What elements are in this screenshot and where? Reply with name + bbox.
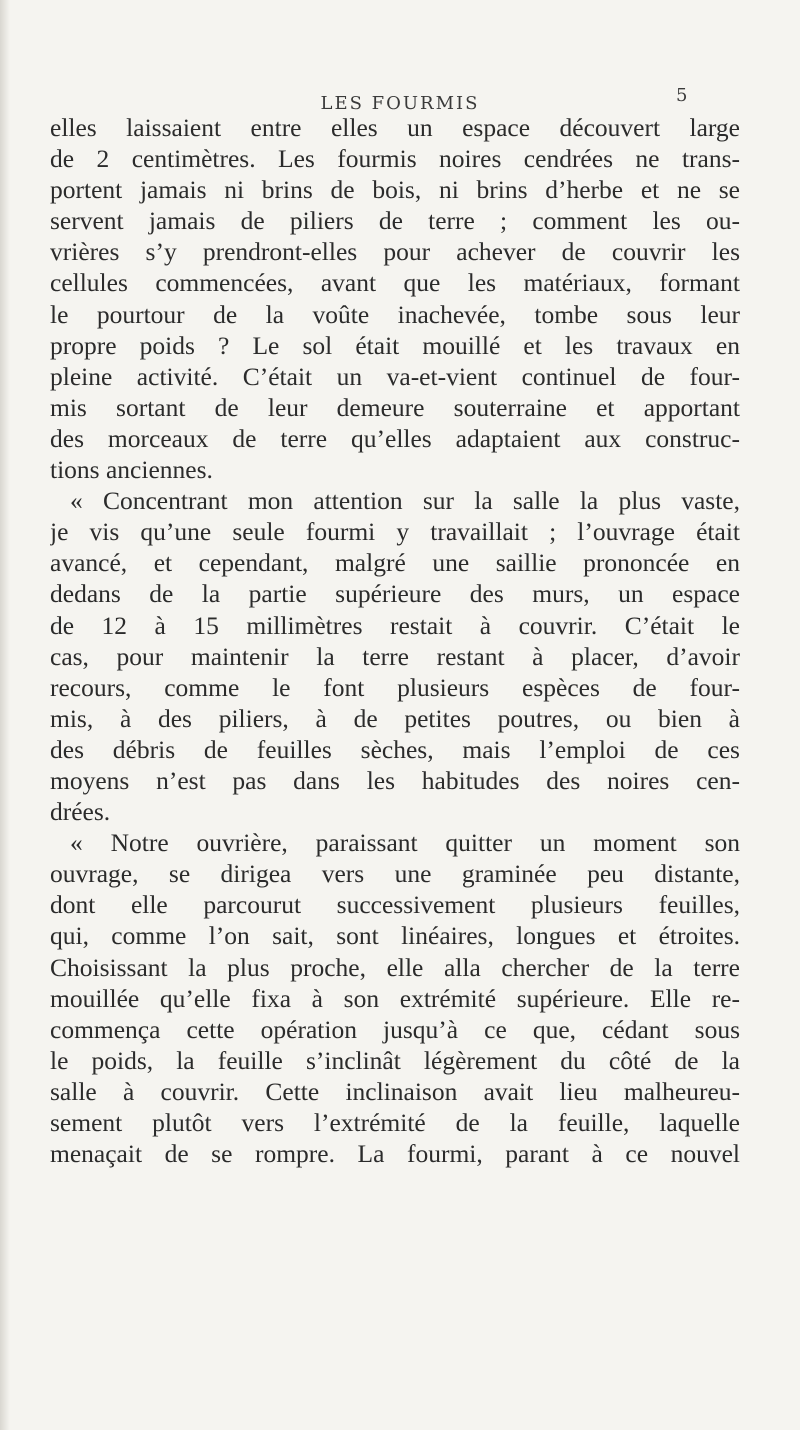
text-line: moyens n’est pas dans les habitudes des noires cen- — [50, 765, 740, 795]
text-line: recours, comme le font plusieurs espèces de four- — [50, 672, 740, 702]
text-line: mis sortant de leur demeure souterraine et apportant — [50, 392, 740, 422]
text-line: des morceaux de terre qu’elles adaptaient aux construc- — [50, 423, 740, 453]
text-line: de 2 centimètres. Les fourmis noires cendrées ne trans- — [50, 144, 740, 174]
text-line: le pourtour de la voûte inachevée, tombe sous leur — [50, 299, 740, 329]
running-title: LES FOURMIS — [320, 93, 480, 114]
text-line: ouvrage, se dirigea vers une graminée peu distante, — [50, 859, 740, 889]
text-line: pleine activité. C’était un va-et-vient continuel de four- — [50, 361, 740, 391]
text-line: mouillée qu’elle fixa à son extrémité supérieure. Elle re- — [50, 983, 740, 1013]
text-line: vrières s’y prendront-elles pour achever de couvrir les — [50, 237, 740, 267]
text-line: dont elle parcourut successivement plusieurs feuilles, — [50, 890, 740, 920]
page-number: 5 — [676, 85, 688, 106]
body-text — [50, 112, 740, 1169]
text-line: servent jamais de piliers de terre ; comment les ou- — [50, 206, 740, 236]
text-line: salle à couvrir. Cette inclinaison avait lieu malheureu- — [50, 1076, 740, 1106]
text-line: elles laissaient entre elles un espace découvert large — [50, 113, 740, 142]
text-line: tions anciennes. — [50, 455, 213, 485]
text-line: cas, pour maintenir la terre restant à placer, d’avoir — [50, 641, 740, 671]
text-line: des débris de feuilles sèches, mais l’emploi de ces — [50, 734, 740, 764]
text-line: portent jamais ni brins de bois, ni brins d’herbe et ne se — [50, 175, 740, 205]
text-line: je vis qu’une seule fourmi y travaillait ; l’ouvrage était — [50, 517, 740, 547]
text-line: propre poids ? Le sol était mouillé et les travaux en — [50, 330, 740, 360]
text-line: « Concentrant mon attention sur la salle la plus vaste, — [70, 486, 740, 516]
text-line: avancé, et cependant, malgré une saillie prononcée en — [50, 548, 740, 578]
text-line: commença cette opération jusqu’à ce que, cédant sous — [50, 1014, 740, 1044]
text-line: qui, comme l’on sait, sont linéaires, longues et étroites. — [50, 921, 740, 951]
text-line: le poids, la feuille s’inclinât légèrement du côté de la — [50, 1045, 740, 1075]
page-gutter — [0, 0, 10, 1430]
text-line: Choisissant la plus proche, elle alla chercher de la terre — [50, 952, 740, 982]
text-line: « Notre ouvrière, paraissant quitter un moment son — [70, 828, 740, 858]
text-line: sement plutôt vers l’extrémité de la feuille, laquelle — [50, 1108, 740, 1137]
text-line: dedans de la partie supérieure des murs, un espace — [50, 579, 740, 609]
text-line: mis, à des piliers, à de petites poutres, ou bien à — [50, 703, 740, 733]
text-line: menaçait de se rompre. La fourmi, parant à ce nouvel — [50, 1139, 740, 1169]
text-line: de 12 à 15 millimètres restait à couvrir. C’était le — [50, 610, 740, 640]
text-line: drées. — [50, 797, 111, 827]
text-line: cellules commencées, avant que les matériaux, formant — [50, 268, 740, 298]
